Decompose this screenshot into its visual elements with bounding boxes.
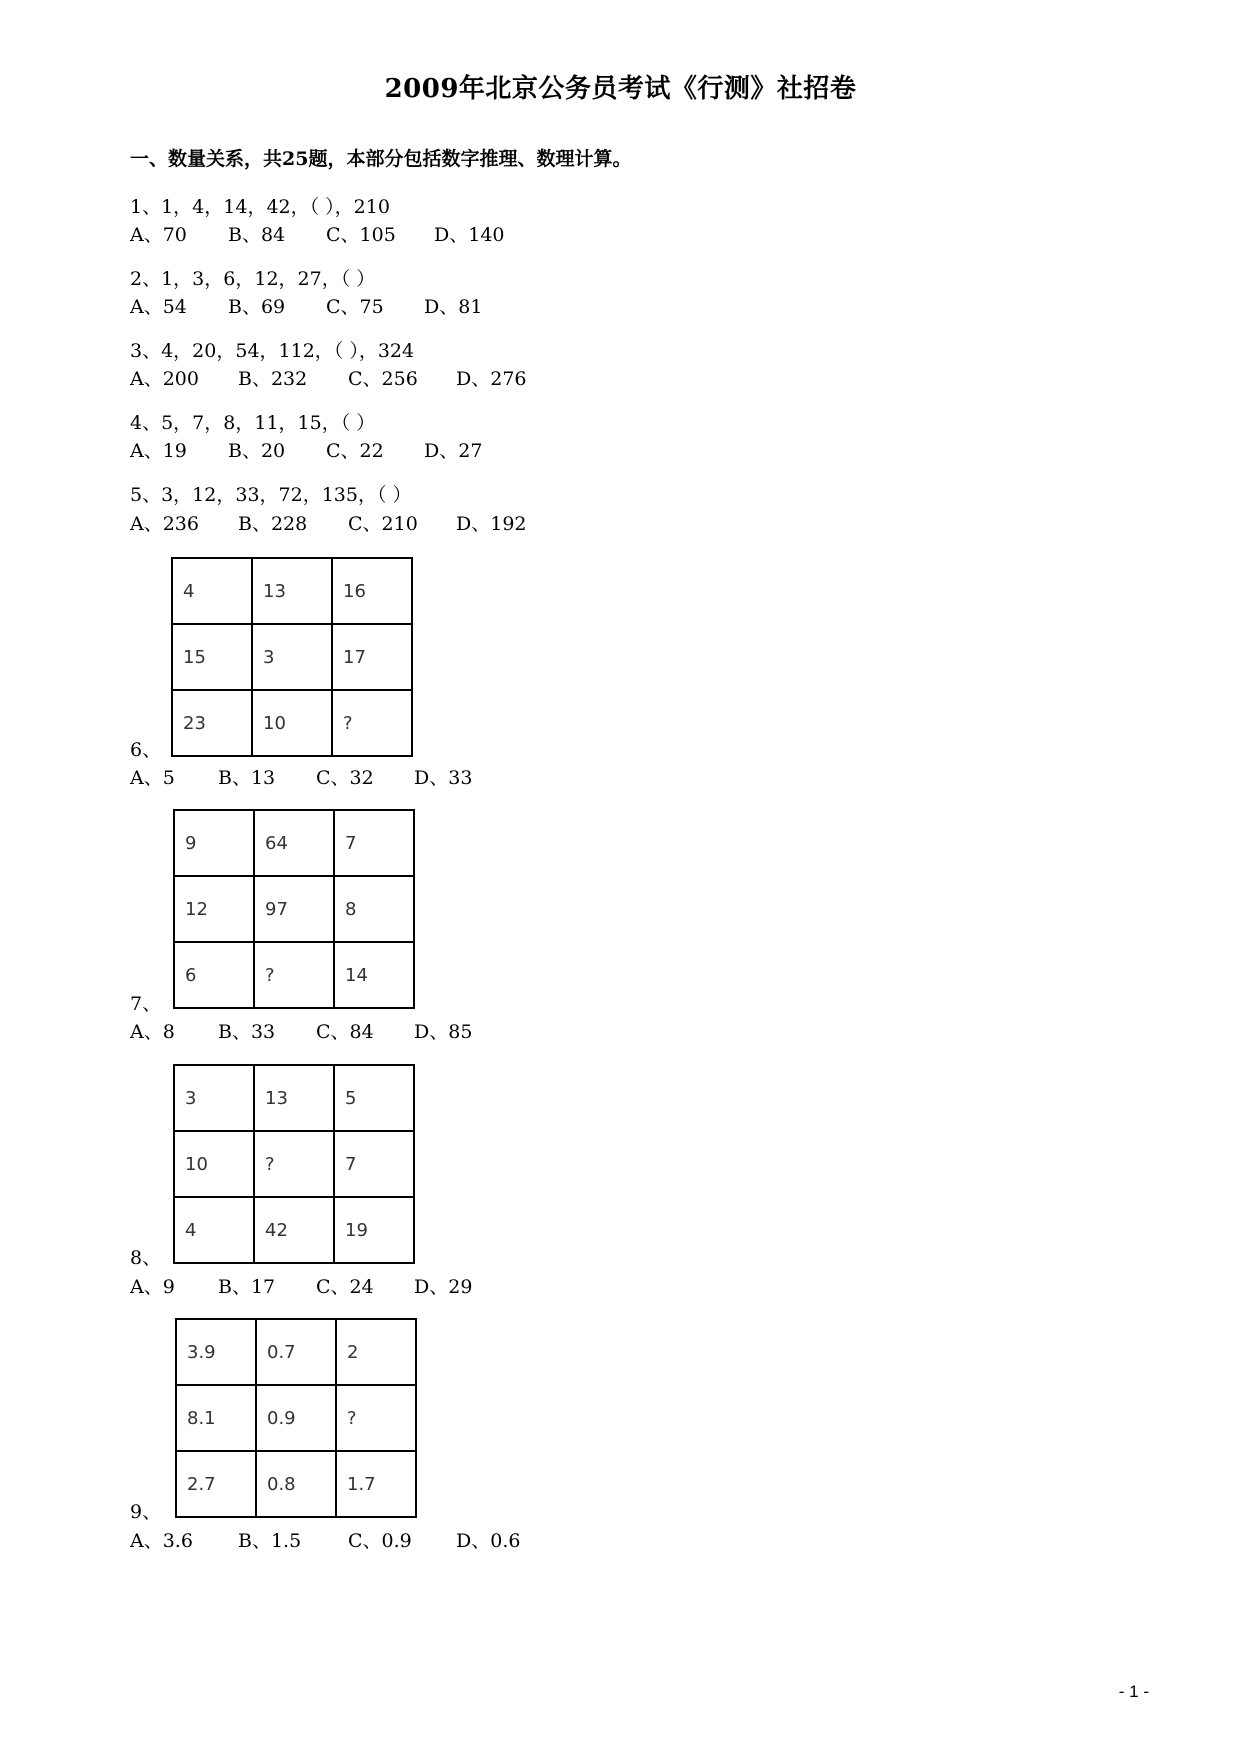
question-8-grid [173,1064,415,1264]
grid-row [176,1385,416,1451]
option-d: D、27 [424,440,483,462]
grid-cell: 15 [172,624,252,690]
option-d: D、276 [456,368,527,390]
grid-cell: 13 [254,1065,334,1131]
grid-cell: 4 [172,558,252,624]
grid-row [172,624,412,690]
grid-cell: 6 [174,942,254,1008]
grid-cell: 42 [254,1197,334,1263]
grid-cell: 13 [252,558,332,624]
question-3-stem [130,336,414,363]
option-d: D、33 [414,767,473,789]
grid-row [174,810,414,876]
question-number: 2、 [130,268,162,290]
grid-cell: 2 [336,1319,416,1385]
question-number: 1、 [130,196,162,218]
option-d: D、140 [434,224,505,246]
question-stem-text: 5，7，8，11，15，（ ） [161,412,376,434]
question-number: 9、 [130,1501,162,1523]
grid-cell: ? [332,690,412,756]
option-a: A、9 [130,1276,175,1298]
question-number: 6、 [130,739,162,761]
grid-row [174,942,414,1008]
grid-row [172,690,412,756]
question-stem-text: 1，4，14，42，（ ），210 [161,196,390,218]
option-a: A、54 [130,296,187,318]
grid-row [176,1319,416,1385]
grid-cell: 7 [334,1131,414,1197]
grid-cell: 5 [334,1065,414,1131]
question-number: 3、 [130,340,162,362]
option-d: D、0.6 [456,1530,521,1552]
option-d: D、81 [424,296,483,318]
grid-cell: 64 [254,810,334,876]
grid-row [176,1451,416,1517]
grid-cell: 12 [174,876,254,942]
question-stem-text: 4，20，54，112，（ ），324 [161,340,415,362]
question-5-stem [130,480,412,507]
option-c: C、24 [316,1276,374,1298]
option-b: B、13 [218,767,276,789]
question-7-grid [173,809,415,1009]
option-b: B、17 [218,1276,276,1298]
option-c: C、22 [326,440,384,462]
option-a: A、5 [130,767,175,789]
option-c: C、75 [326,296,384,318]
option-d: D、192 [456,513,527,535]
grid-cell: ? [336,1385,416,1451]
question-number: 5、 [130,484,162,506]
grid-row [174,1131,414,1197]
grid-cell: 16 [332,558,412,624]
grid-row [174,1197,414,1263]
question-4-stem [130,408,375,435]
question-number: 4、 [130,412,162,434]
option-c: C、210 [348,513,418,535]
question-1-stem [130,192,390,219]
grid-cell: 0.9 [256,1385,336,1451]
question-number: 7、 [130,993,162,1015]
option-c: C、32 [316,767,374,789]
question-6-grid [171,557,413,757]
option-b: B、1.5 [238,1530,302,1552]
grid-cell: 4 [174,1197,254,1263]
option-d: D、85 [414,1021,473,1043]
grid-cell: 3 [252,624,332,690]
option-a: A、8 [130,1021,175,1043]
page-title: 2009年北京公务员考试《行测》社招卷 [384,74,857,104]
option-a: A、19 [130,440,187,462]
question-9-grid [175,1318,417,1518]
grid-cell: 23 [172,690,252,756]
option-b: B、69 [228,296,286,318]
option-b: B、33 [218,1021,276,1043]
grid-cell: 2.7 [176,1451,256,1517]
grid-cell: 14 [334,942,414,1008]
option-c: C、84 [316,1021,374,1043]
section-heading: 一、数量关系，共25题，本部分包括数字推理、数理计算。 [130,148,632,170]
grid-cell: 3 [174,1065,254,1131]
option-b: B、84 [228,224,286,246]
page-number: - 1 - [1118,1682,1149,1701]
option-c: C、0.9 [348,1530,412,1552]
option-a: A、70 [130,224,187,246]
grid-cell: ? [254,942,334,1008]
grid-cell: 19 [334,1197,414,1263]
grid-cell: 7 [334,810,414,876]
grid-cell: 0.8 [256,1451,336,1517]
grid-cell: 97 [254,876,334,942]
grid-cell: 0.7 [256,1319,336,1385]
question-stem-text: 3，12，33，72，135，（ ） [161,484,412,506]
grid-cell: ? [254,1131,334,1197]
option-c: C、105 [326,224,396,246]
option-b: B、20 [228,440,286,462]
option-c: C、256 [348,368,418,390]
grid-cell: 1.7 [336,1451,416,1517]
option-a: A、200 [130,368,199,390]
grid-row [174,1065,414,1131]
option-a: A、236 [130,513,199,535]
option-b: B、232 [238,368,308,390]
grid-row [174,876,414,942]
grid-cell: 10 [252,690,332,756]
option-a: A、3.6 [130,1530,193,1552]
question-2-stem [130,264,375,291]
grid-cell: 8 [334,876,414,942]
question-stem-text: 1，3，6，12，27，（ ） [161,268,376,290]
grid-cell: 10 [174,1131,254,1197]
grid-cell: 9 [174,810,254,876]
option-d: D、29 [414,1276,473,1298]
grid-cell: 8.1 [176,1385,256,1451]
question-number: 8、 [130,1247,162,1269]
option-b: B、228 [238,513,308,535]
grid-cell: 3.9 [176,1319,256,1385]
grid-cell: 17 [332,624,412,690]
grid-row [172,558,412,624]
